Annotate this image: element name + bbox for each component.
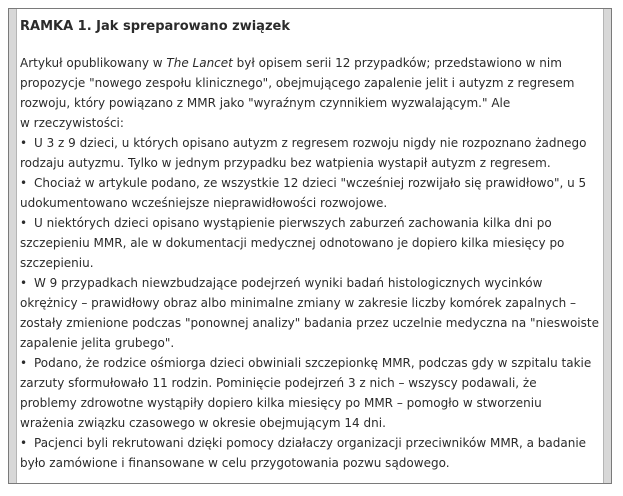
bullet-item: • W 9 przypadkach niewzbudzające podejrzeń wyniki badań histologicznych wycinków okrężnicy – prawidłowy obraz albo minimalne zmiany w zakresie liczby komórek zapalnych – zostały zmienione podczas "ponownej analizy" badania przez uczelnie medyczna na "nieswoiste zapalenie jelita grubego". [20, 273, 600, 353]
bullet-item: • U 3 z 9 dzieci, u których opisano autyzm z regresem rozwoju nigdy nie rozpoznano żadnego rodzaju autyzmu. Tylko w jednym przypadku bez watpienia wystapił autyzm z regresem. [20, 133, 600, 173]
bullet-dot-icon: • [20, 136, 28, 150]
text-box-frame [8, 8, 612, 484]
text-box-content [20, 17, 600, 473]
bullet-dot-icon: • [20, 276, 28, 290]
intro-line-3: rozwoju, który powiązano z MMR jako "wyraźnym czynnikiem wyzwalającym." Ale [20, 96, 511, 110]
bullet-item: • Podano, że rodzice ośmiorga dzieci obwiniali szczepionkę MMR, podczas gdy w szpitalu takie zarzuty sformułowało 11 rodzin. Pominięcie podejrzeń 3 z nich – wszyscy podawali, że problemy zdrowotne wystąpiły dopiero kilka miesięcy po MMR – pomogło w stworzeniu wrażenia związku czasowego w okresie obejmującym 14 dni. [20, 353, 600, 433]
bullet-item: • Chociaż w artykule podano, ze wszystkie 12 dzieci "wcześniej rozwijało się prawidłowo", u 5 udokumentowano wcześniejsze nieprawidłowości rozwojowe. [20, 173, 600, 213]
intro-line-4: w rzeczywistości: [20, 116, 124, 130]
intro-line-2: propozycje "nowego zespołu klinicznego", obejmującego zapalenie jelit i autyzm z regresem [20, 76, 575, 90]
bullet-item: • U niektórych dzieci opisano wystąpienie pierwszych zaburzeń zachowania kilka dni po szczepieniu MMR, ale w dokumentacji medycznej odnotowano je dopiero kilka miesięcy po szczepieniu. [20, 213, 600, 273]
bullet-dot-icon: • [20, 216, 28, 230]
bullet-dot-icon: • [20, 436, 28, 450]
right-border-strip [603, 9, 611, 483]
intro-line-1: Artykuł opublikowany w The Lancet był opisem serii 12 przypadków; przedstawiono w nim [20, 56, 562, 70]
box-title: RAMKA 1. Jak spreparowano związek [20, 19, 290, 34]
left-border-strip [9, 9, 17, 483]
journal-name: The Lancet [166, 56, 233, 70]
intro-paragraph [20, 53, 600, 133]
bullet-dot-icon: • [20, 176, 28, 190]
bullet-dot-icon: • [20, 356, 28, 370]
bullet-list [20, 133, 600, 473]
bullet-item: • Pacjenci byli rekrutowani dzięki pomocy działaczy organizacji przeciwników MMR, a badanie było zamówione i finansowane w celu przygotowania pozwu sądowego. [20, 433, 600, 473]
